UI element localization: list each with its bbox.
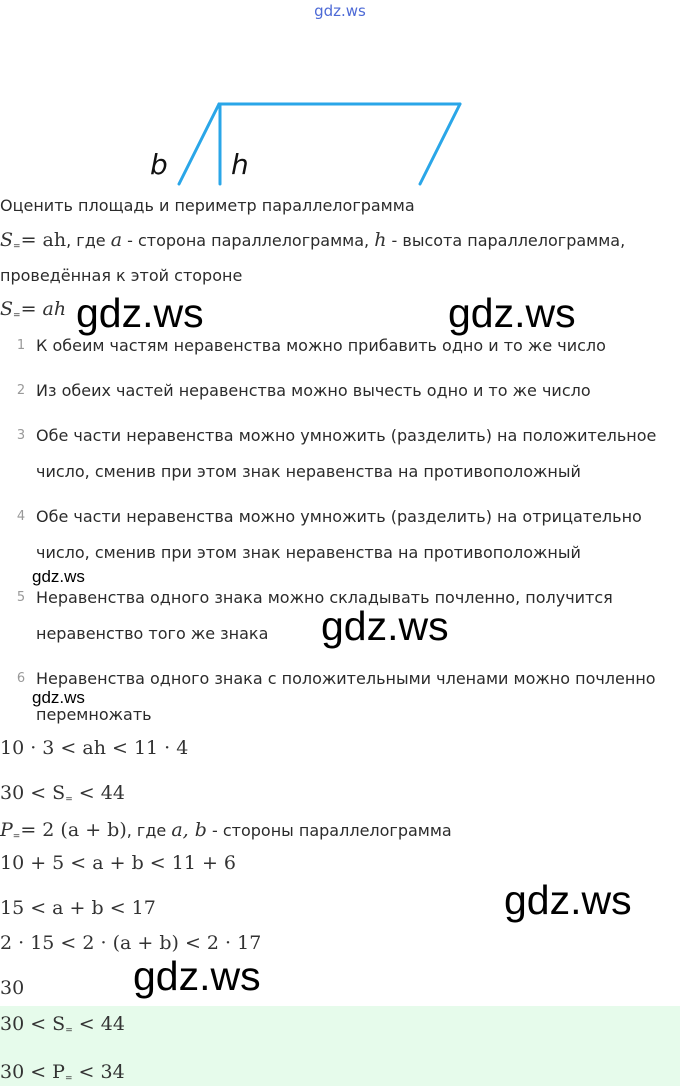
math-line-1: 10 · 3 < ah < 11 · 4 xyxy=(0,737,189,759)
rule-text: Обе части неравенства можно умножить (разделить) на отрицательно xyxy=(36,507,642,526)
rule-text: Из обеих частей неравенства можно вычесть одно и то же число xyxy=(36,381,591,400)
rule-text: Неравенства одного знака можно складывать почленно, получится xyxy=(36,588,613,607)
parallel-subscript: = xyxy=(12,832,21,842)
rule-number: 1 xyxy=(16,338,26,353)
answer-area xyxy=(0,1013,125,1036)
height-label-h: h xyxy=(231,148,249,181)
math-line-7: 30 xyxy=(0,977,25,999)
rule-text: число, сменив при этом знак неравенства на противоположный xyxy=(36,462,581,481)
site-label[interactable]: gdz.ws xyxy=(314,2,366,20)
area-text-3: - высота параллелограмма, xyxy=(386,231,626,250)
side-label-b: b xyxy=(150,148,168,181)
parallel-subscript: = xyxy=(64,1074,73,1084)
rule-text: неравенство того же знака xyxy=(36,624,269,643)
area-formula-lhs: S xyxy=(0,298,14,320)
area-formula-rhs: = ah xyxy=(20,298,67,320)
math-line-4: 10 + 5 < a + b < 11 + 6 xyxy=(0,852,237,874)
var-a: a xyxy=(110,229,123,251)
area-rhs: = ah xyxy=(20,229,67,251)
rule-text: число, сменив при этом знак неравенства на противоположный xyxy=(36,543,581,562)
perimeter-definition xyxy=(0,819,452,842)
perim-lhs: P xyxy=(0,819,13,841)
math-line-5: 15 < a + b < 17 xyxy=(0,897,156,919)
watermark: gdz.ws xyxy=(32,567,85,586)
answer-perimeter xyxy=(0,1061,125,1084)
perim-rhs: = 2 (a + b) xyxy=(20,819,127,841)
side-b-line xyxy=(179,104,219,184)
rule-text: Обе части неравенства можно умножить (разделить) на положительное xyxy=(36,426,657,445)
task-statement: Оценить площадь и периметр параллелограмма xyxy=(0,196,415,215)
area-lhs: S xyxy=(0,229,14,251)
watermark: gdz.ws xyxy=(76,290,204,336)
math-line-2-a: 30 < S xyxy=(0,782,66,804)
right-side-line xyxy=(420,104,460,184)
parallel-subscript: = xyxy=(65,795,73,805)
math-line-2-b: < 44 xyxy=(72,782,125,804)
area-definition-line2: проведённая к этой стороне xyxy=(0,266,243,285)
answer-perimeter-a: 30 < P xyxy=(0,1061,65,1083)
rule-number: 3 xyxy=(16,428,26,443)
watermark: gdz.ws xyxy=(321,603,449,649)
parallel-subscript: = xyxy=(13,311,21,321)
rule-number: 5 xyxy=(16,590,26,605)
answer-area-a: 30 < S xyxy=(0,1013,66,1035)
watermark: gdz.ws xyxy=(448,290,576,336)
perim-vars: a, b xyxy=(171,819,207,841)
rule-text: Неравенства одного знака с положительными членами можно почленно xyxy=(36,669,656,688)
rule-number: 2 xyxy=(16,383,26,398)
answer-perimeter-b: < 34 xyxy=(72,1061,125,1083)
rule-number: 6 xyxy=(16,671,26,686)
perim-text-2: - стороны параллелограмма xyxy=(206,821,452,840)
parallel-subscript: = xyxy=(13,242,21,252)
watermark: gdz.ws xyxy=(133,953,261,999)
rule-text: К обеим частям неравенства можно прибавить одно и то же число xyxy=(36,336,606,355)
var-h: h xyxy=(374,229,387,251)
parallel-subscript: = xyxy=(65,1026,73,1036)
parallelogram-figure xyxy=(0,90,680,200)
area-definition xyxy=(0,229,625,252)
math-line-2 xyxy=(0,782,125,805)
rule-number: 4 xyxy=(16,509,26,524)
area-text-2: - сторона параллелограмма, xyxy=(122,231,375,250)
math-line-6: 2 · 15 < 2 · (a + b) < 2 · 17 xyxy=(0,932,262,954)
answer-area-b: < 44 xyxy=(72,1013,125,1035)
watermark: gdz.ws xyxy=(504,877,632,923)
perim-text: , где xyxy=(126,821,172,840)
area-text-1: , где xyxy=(66,231,111,250)
rule-text: перемножать xyxy=(36,705,152,724)
watermark: gdz.ws xyxy=(32,688,85,707)
area-formula xyxy=(0,298,66,321)
